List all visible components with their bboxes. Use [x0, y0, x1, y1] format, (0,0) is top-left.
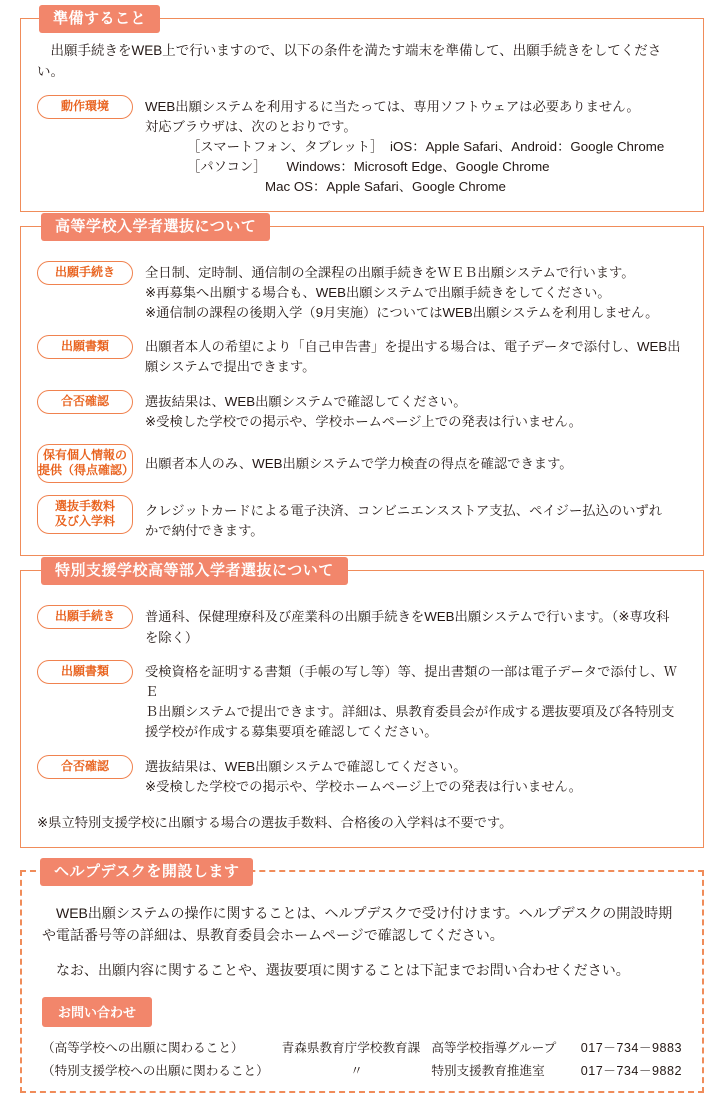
body-highschool-personal-info — [145, 444, 687, 474]
table-row — [42, 1035, 682, 1058]
label-line-1: 保有個人情報の — [42, 447, 127, 462]
body-highschool-application — [145, 261, 687, 324]
body-line: 出願者本人のみ、WEB出願システムで学力検査の得点を確認できます。 — [145, 455, 573, 471]
label-environment: 動作環境 — [37, 95, 133, 119]
label-line-2: 及び入学料 — [54, 513, 115, 528]
helpdesk-paragraph-2: なお、出願内容に関することや、選抜要項に関することは下記までお問い合わせください。 — [56, 961, 630, 978]
row-highschool-application — [37, 261, 687, 324]
document-page — [0, 10, 724, 1079]
label-highschool-result: 合否確認 — [37, 390, 133, 414]
helpdesk-paragraph-1: WEB出願システムの操作に関することは、ヘルプデスクで受け付けます。ヘルプデスクの開設時期や電話番号等の詳細は、県教育委員会ホームページで確認してください。 — [42, 904, 673, 944]
contact-tel: 017－734－9882 — [580, 1064, 682, 1079]
label-line-1: 選抜手数料 — [54, 498, 115, 513]
body-line: 援学校が作成する募集要項を確認してください。 — [145, 724, 438, 740]
body-line: 選抜結果は、WEB出願システムで確認してください。 — [145, 758, 467, 774]
row-special-result — [37, 755, 687, 797]
label-line-2: 提供（得点確認） — [38, 462, 135, 477]
body-special-result — [145, 755, 687, 797]
contact-target: （特別支援学校への出願に関わること） — [42, 1064, 269, 1079]
contact-table — [42, 1035, 682, 1081]
row-special-application — [37, 605, 687, 647]
body-special-documents — [145, 660, 687, 743]
body-line: 願システムで提出できます。 — [145, 359, 316, 375]
environment-line-1: WEB出願システムを利用するに当たっては、専用ソフトウェアは必要ありません。 — [145, 98, 640, 114]
environment-line-4: ［パソコン］ Windows：Microsoft Edge、Google Chrome — [187, 158, 550, 174]
body-line: 普通科、保健理療科及び産業科の出願手続きをWEB出願システムで行います。（※専攻科 — [145, 609, 670, 625]
body-line: Ｂ出願システムで提出できます。詳細は、県教育委員会が作成する選抜要項及び各特別支 — [145, 704, 675, 720]
environment-body — [145, 95, 687, 197]
body-line: 選抜結果は、WEB出願システムで確認してください。 — [145, 393, 467, 409]
body-line: ※通信制の課程の後期入学（9月実施）についてはWEB出願システムを利用しません。 — [145, 304, 659, 320]
preparation-lead-text: 出願手続きをWEB上で行いますので、以下の条件を満たす端末を準備して、出願手続きをしてください。 — [37, 43, 662, 79]
label-highschool-personal-info — [37, 444, 133, 483]
environment-line-5: Mac OS：Apple Safari、Google Chrome — [265, 178, 506, 194]
body-line: ※受検した学校での掲示や、学校ホームページ上での発表は行いません。 — [145, 413, 582, 429]
body-line: かで納付できます。 — [145, 523, 264, 539]
body-line: ※受検した学校での掲示や、学校ホームページ上での発表は行いません。 — [145, 778, 582, 794]
section-preparation-title: 準備すること — [39, 5, 160, 33]
contact-org: 〃 — [350, 1064, 363, 1079]
section-helpdesk — [20, 862, 704, 1093]
environment-line-2: 対応ブラウザは、次のとおりです。 — [145, 118, 357, 134]
label-highschool-documents: 出願書類 — [37, 335, 133, 359]
row-special-documents — [37, 660, 687, 743]
section-highschool-title: 高等学校入学者選抜について — [41, 213, 270, 241]
special-support-note: ※県立特別支援学校に出願する場合の選抜手数料、合格後の入学料は不要です。 — [37, 814, 513, 830]
label-highschool-application: 出願手続き — [37, 261, 133, 285]
row-highschool-documents — [37, 335, 687, 377]
contact-tel: 017－734－9883 — [580, 1041, 682, 1056]
contact-label: お問い合わせ — [42, 997, 152, 1027]
section-helpdesk-title: ヘルプデスクを開設します — [40, 858, 253, 886]
contact-target: （高等学校への出願に関わること） — [42, 1041, 244, 1056]
label-special-documents: 出願書類 — [37, 660, 133, 684]
body-highschool-documents — [145, 335, 687, 377]
row-highschool-fee — [37, 495, 687, 541]
environment-line-3: ［スマートフォン、タブレット］ iOS：Apple Safari、Android：Google Chrome — [187, 138, 665, 154]
section-special-support — [20, 562, 704, 848]
row-highschool-result — [37, 390, 687, 432]
body-line: 全日制、定時制、通信制の全課程の出願手続きをＷＥＢ出願システムで行います。 — [145, 264, 635, 280]
body-line: クレジットカードによる電子決済、コンビニエンスストア支払、ペイジー払込のいずれ — [145, 502, 663, 518]
body-line: ※再募集へ出願する場合も、WEB出願システムで出願手続きをしてください。 — [145, 284, 611, 300]
table-row — [42, 1058, 682, 1081]
section-special-support-title: 特別支援学校高等部入学者選抜について — [41, 557, 348, 585]
label-special-result: 合否確認 — [37, 755, 133, 779]
body-special-application — [145, 605, 687, 647]
contact-group: 特別支援教育推進室 — [431, 1064, 545, 1079]
section-highschool — [20, 217, 704, 557]
body-line: 受検資格を証明する書類（手帳の写し等）等、提出書類の一部は電子データで添付し、ＷＥ — [145, 663, 677, 699]
body-highschool-fee — [145, 495, 687, 541]
body-line: 出願者本人の希望により「自己申告書」を提出する場合は、電子データで添付し、WEB出 — [145, 339, 681, 355]
contact-group: 高等学校指導グループ — [431, 1041, 557, 1056]
row-highschool-personal-info — [37, 444, 687, 483]
row-environment — [37, 95, 687, 197]
section-preparation — [20, 10, 704, 212]
contact-org: 青森県教育庁学校教育課 — [281, 1041, 421, 1056]
body-line: を除く） — [145, 629, 199, 645]
label-highschool-fee — [37, 495, 133, 534]
label-special-application: 出願手続き — [37, 605, 133, 629]
body-highschool-result — [145, 390, 687, 432]
